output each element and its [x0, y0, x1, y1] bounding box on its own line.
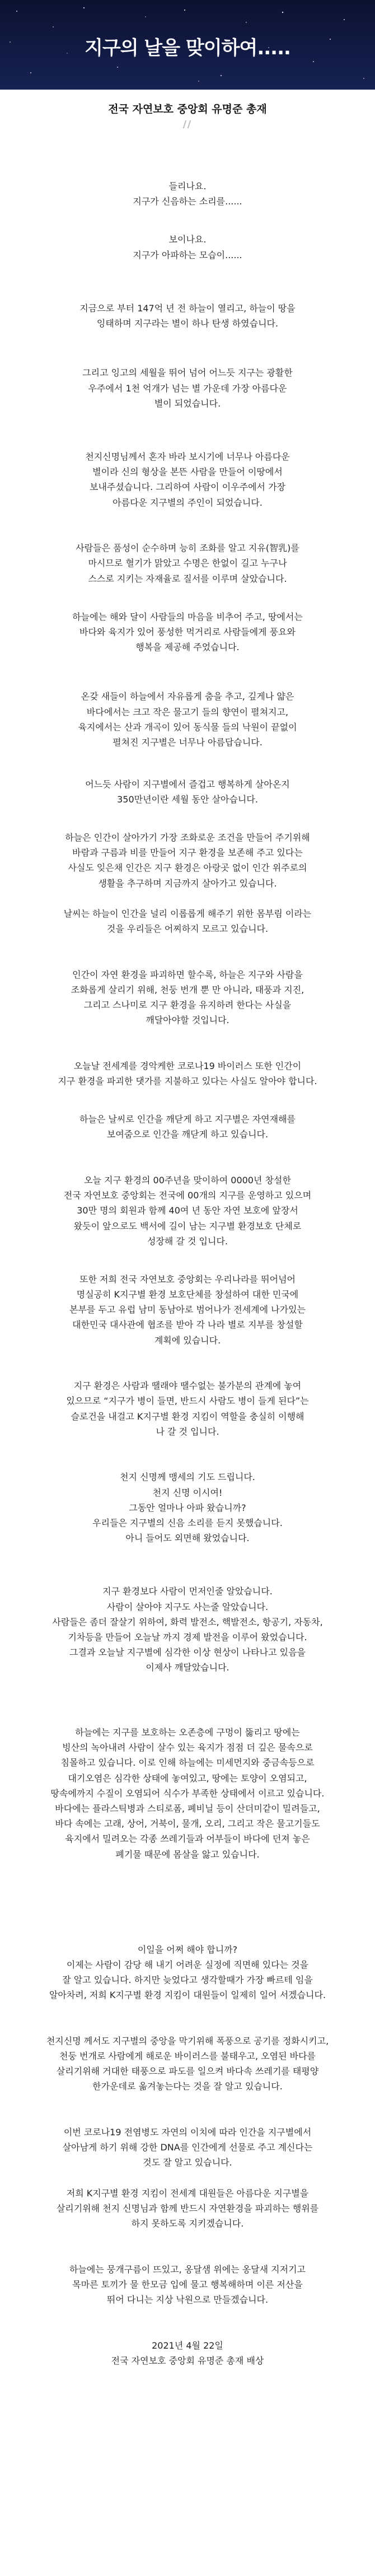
- letter-paragraph: 하늘에는 해와 달이 사람들의 마음을 비추어 주고, 땅에서는 바다와 육지가 있어 풍성한 먹거리로 사람들에게 풍요와 행복을 제공해 주었습니다.: [72, 611, 303, 652]
- letter-paragraph: 들리나요. 지구가 신음하는 소리를......: [133, 181, 242, 207]
- letter-paragraph: 오늘날 전세계를 경악케한 코로나19 바이러스 또한 인간이 지구 환경을 파괴한 댓가를 지불하고 있다는 사실도 알아야 합니다.: [58, 1061, 317, 1087]
- letter-paragraph: 저희 K지구별 환경 지킴이 전세계 대원들은 아름다운 지구별을 살리기위해 천지 신명님과 함께 반드시 자연환경을 파괴하는 행위를 하지 못하도록 지키겠습니다.: [56, 2187, 319, 2229]
- letter-paragraph: 날씨는 하늘이 인간을 널리 이롭롭게 해주기 위한 몸부림 이라는 것을 우리들은 어찌하지 모르고 있습니다.: [63, 908, 312, 935]
- letter-author: 전국 자연보호 중앙회 유명준 총재: [108, 103, 267, 115]
- letter-paragraph: 천지 신명께 맹세의 기도 드립니다. 천지 신명 이시여! 그동안 얼마나 아파 왔습니까? 우리들은 지구별의 신음 소리를 듣지 못했습니다. 아니 들어도 외면해 왔었습니다.: [92, 1472, 283, 1544]
- letter-paragraph: 보이나요. 지구가 아파하는 모습이......: [133, 234, 242, 260]
- letter-paragraph: 이번 코로나19 전염병도 자연의 이치에 따라 인간을 지구별에서 살아남게 하기 위해 강한 DNA를 인간에게 선물로 주고 계신다는 것도 잘 알고 있습니다.: [62, 2127, 313, 2168]
- letter-paragraph: 지구 환경보다 사람이 먼저인줄 알았습니다. 사람이 살아야 지구도 사는줄 알았습니다. 사람들은 좀더 잘살기 위하여, 화력 발전소, 핵발전소, 항공기, 자동차, 기차등을 만들어 오늘날 까지 경제 발전을 이루어 왔었습니다. 그결과 오늘날 지구별에 심각한 이상 현상이 나타나고 있음을 이제사 깨달았습니다.: [52, 1586, 323, 1673]
- letter-paragraph: 인간이 자연 환경을 파괴하면 할수록, 하늘은 지구와 사람을 조화롭게 살리기 위해, 천둥 번개 뿐 만 아니라, 태풍과 지진, 그리고 스나미로 지구 환경을 유지하려 한다는 사실을 깨달아야할 것입니다.: [71, 969, 304, 1026]
- letter-paragraph: 이일을 어쩌 해야 합니까? 이제는 사람이 감당 해 내기 어려운 실정에 직면해 있다는 것을 잘 알고 있습니다. 하지만 늦었다고 생각할때가 가장 빠르테 임을 알아차려, 저희 K지구별 환경 지킴이 대원들이 일제히 일어 서겠습니다.: [49, 1944, 326, 2001]
- letter-paragraph: 하늘은 날씨로 인간을 깨닫게 하고 지구별은 자연재해를 보여줌으로 인간을 깨닫게 하고 있습니다.: [79, 1114, 296, 1140]
- letter-paragraph: 지구 환경은 사람과 땔래야 땔수없는 불가분의 관계에 놓여 있으므로 “지구가 병이 들면, 반드시 사람도 병이 들게 된다”는 슬로건을 내걸고 K지구별 환경 지킴이 역할을 충실히 이행해 나 갈 것 입니다.: [66, 1380, 309, 1437]
- letter-paragraph: 하늘에는 뭉개구름이 뜨있고, 옹달샘 위에는 옹달새 지저기고 목마른 토끼가 물 한모금 입에 물고 행복해하며 이른 저산을 뛰어 다니는 지상 낙원으로 만들겠습니다.: [69, 2264, 306, 2306]
- letter-paragraph: 사람들은 품성이 순수하며 능히 조화를 알고 지유(智乳)를 마시므로 혈기가 맑았고 수명은 한없이 길고 누구나 스스로 지키는 자재율로 질서를 이루며 살았습니다.: [76, 543, 299, 584]
- letter-paragraph: 천지신명 께서도 지구별의 중앙을 막기위해 폭풍으로 공기를 정화시키고, 천둥 번개로 사람에게 해로운 바이러스를 불태우고, 오염된 바다를 살리기위해 거대한 태풍으로 파도를 일으켜 바다속 쓰레기를 태평양 한가운데로 옮겨놓는다는 것을 잘 알고 있습니다.: [46, 2035, 329, 2092]
- letter-paragraph: 2021년 4월 22일 전국 자연보호 중앙회 유명준 총재 배상: [111, 2340, 264, 2366]
- letter-paragraph: 천지신명님께서 혼자 바라 보시기에 너무나 아름다운 별이라 신의 형상을 본뜬 사람을 만들어 이땅에서 보내주셨습니다. 그리하여 사람이 이우주에서 가장 아름다운 지구별의 주인이 되었습니다.: [85, 451, 290, 508]
- letter-paragraph: 하늘에는 지구를 보호하는 오존층에 구멍이 뚫리고 땅에는 빙산의 녹아내려 사람이 살수 있는 육지가 점점 더 깊은 물속으로 침몰하고 있습니다. 이로 인해 하늘에는 미세먼지와 중금속등으로 대기오염은 심각한 상태에 놓여있고, 땅에는 토양이 오염되고, 땅속에까지 수질이 오염되어 식수가 부족한 상태에서 이르고 있습니다. 바다에는 플라스틱병과 스티로폼, 폐비닐 등이 산더미같이 밀려들고, 바다 속에는 고래, 상어, 거북이, 물개, 오리, 그리고 작은 물고기들도 육지에서 밀려오는 각종 쓰레기들과 어부들이 바다에 던져 놓은 폐기물 때문에 몸살을 앓고 있습니다.: [50, 1727, 325, 1860]
- letter-paragraph: 어느듯 사람이 지구별에서 즐겁고 행복하게 살아온지 350만년이란 세월 동안 살아습니다.: [85, 778, 290, 805]
- page-title: 지구의 날을 맞이하여.....: [85, 37, 290, 59]
- letter-paragraph: 또한 저희 전국 자연보호 중앙회는 우리나라를 뛰어넘어 명실공히 K지구별 환경 보호단체를 창설하여 대한 민국에 본부를 두고 유럽 남미 동남아로 범어나가 전세계에 나가있는 대한민국 대사관에 협조를 받아 각 나라 별로 지부를 창설할 계획에 있습니다.: [69, 1273, 306, 1346]
- letter-paragraph: 하늘은 인간이 살아가기 가장 조화로운 조건을 만들어 주기위해 바람과 구름과 비를 만들어 지구 환경을 보존해 주고 있다는 사실도 잊은채 인간은 지구 환경은 아랑곳 없이 인간 위주로의 생활을 추구하며 지금까지 살아가고 있습니다.: [65, 832, 310, 889]
- letter-body: [0, 90, 375, 2576]
- letter-paragraph: 그리고 잉고의 세월을 뛰어 넘어 어느듯 지구는 광활한 우주에서 1천 억개가 넘는 별 가운데 가장 아름다운 별이 되었습니다.: [82, 367, 293, 409]
- letter-paragraph: 온갖 새들이 하늘에서 자유롭게 춤을 추고, 깊게나 얇은 바다에서는 크고 작은 물고기 들의 향연이 펼쳐지고, 육지에서는 산과 개곡이 있어 동식물 들의 낙원이 끝없이 펼쳐진 지구별은 너무나 아름답습니다.: [78, 691, 297, 748]
- quote-mark-icon: [182, 120, 193, 129]
- header-banner: [0, 0, 375, 90]
- letter-paragraph: 지금으로 부터 147억 년 전 하늘이 열리고, 하늘이 땅을 잉태하며 지구라는 별이 하나 탄생 하였습니다.: [79, 302, 296, 329]
- letter-paragraph: 오늘 지구 환경의 00주년을 맞이하여 0000년 창설한 전국 자연보호 중앙회는 전국에 00개의 지구를 운영하고 있으며 30만 명의 회원과 함께 40여 년 동안 자연 보호에 앞장서 왔듯이 앞으로도 백서에 길이 남는 지구별 환경보호 단체로 성장해 갈 것 입니다.: [63, 1175, 312, 1247]
